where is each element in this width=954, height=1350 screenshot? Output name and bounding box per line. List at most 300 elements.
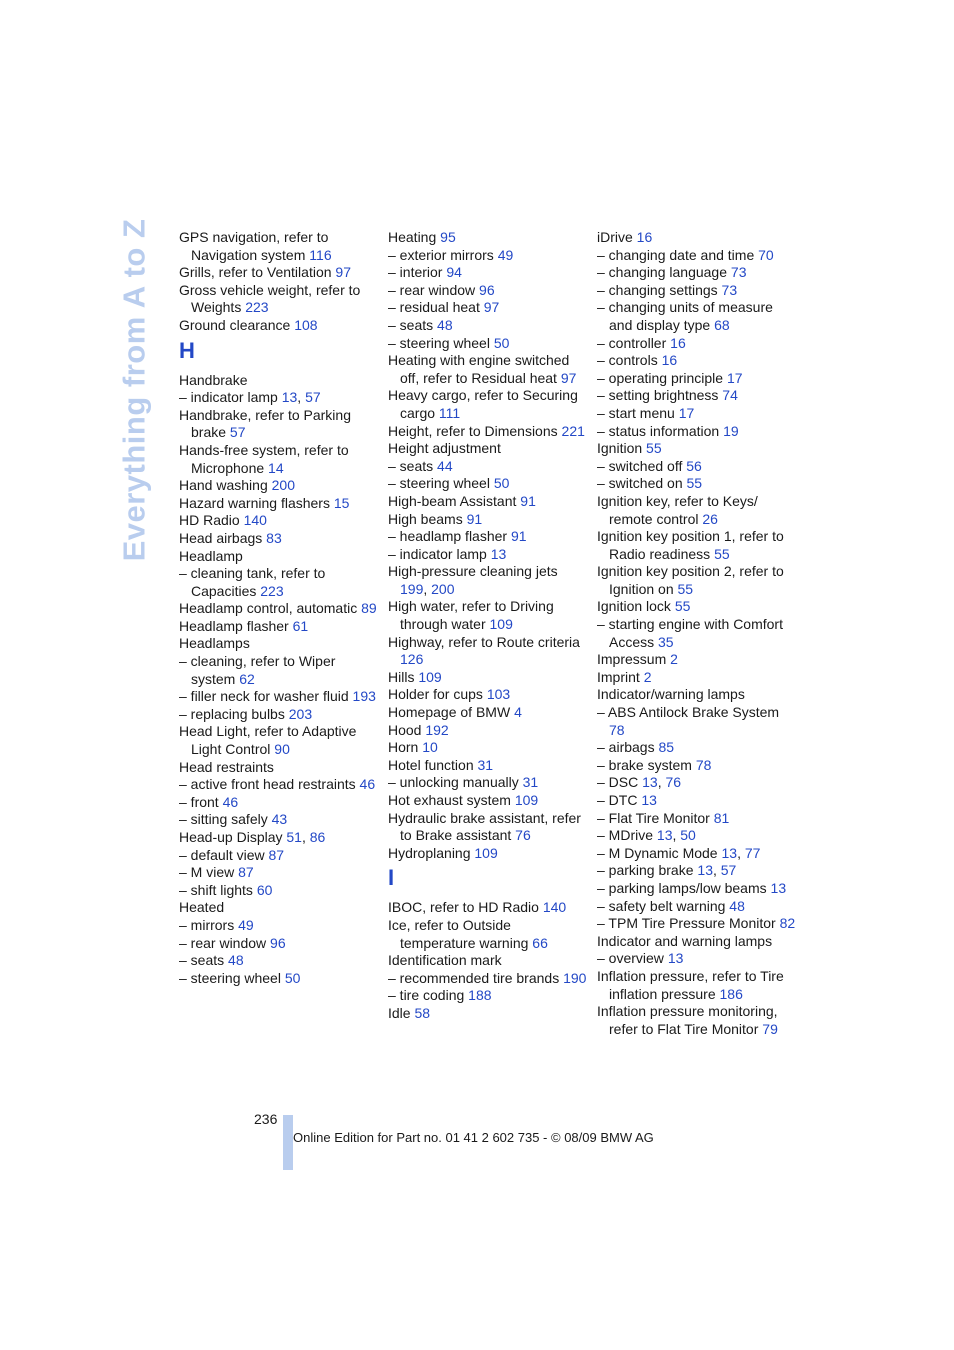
index-entry xyxy=(597,458,797,476)
index-term: – airbags xyxy=(597,739,655,756)
page-reference-link[interactable]: 60 xyxy=(256,881,273,898)
page-reference-link[interactable]: 55 xyxy=(674,598,691,615)
index-term: – changing units of measure and display type xyxy=(597,299,773,333)
index-entry xyxy=(597,739,797,757)
index-entry xyxy=(388,528,588,546)
index-entry xyxy=(179,282,379,317)
index-term: Ignition key position 2, refer to Ignition on xyxy=(597,563,784,597)
index-entry xyxy=(597,264,797,282)
index-term: Headlamp control, automatic xyxy=(179,600,358,617)
page-reference-link[interactable]: 43 xyxy=(271,811,288,828)
page-reference-link[interactable]: 86 xyxy=(309,829,326,845)
index-entry xyxy=(388,247,588,265)
index-term: Ice, refer to Outside temperature warning xyxy=(388,916,529,951)
side-title-text: Everything from A to Z xyxy=(116,218,152,562)
page-reference-link[interactable]: 16 xyxy=(670,334,686,351)
page-reference-link[interactable]: 50 xyxy=(284,969,301,986)
index-entry xyxy=(597,651,797,669)
index-term: Heated xyxy=(179,899,225,916)
index-term: – seats xyxy=(388,457,434,474)
page-reference-link[interactable]: 57 xyxy=(305,389,321,406)
page-reference-link[interactable]: 140 xyxy=(542,899,567,916)
page-reference-link[interactable]: 70 xyxy=(758,246,774,263)
page-reference-link[interactable]: 50 xyxy=(493,475,510,492)
index-term: Heating with engine switched off, refer to Residual heat xyxy=(388,352,570,386)
index-term: IBOC, refer to HD Radio xyxy=(388,899,539,916)
index-term: High-beam Assistant xyxy=(388,492,517,509)
index-term: Highway, refer to Route criteria xyxy=(388,633,580,650)
index-entry xyxy=(597,528,797,563)
index-term: Indicator/warning lamps xyxy=(597,686,745,703)
index-entry xyxy=(597,493,797,528)
index-entry xyxy=(179,688,379,706)
index-entry xyxy=(388,792,588,810)
page-reference-link[interactable]: 223 xyxy=(260,582,284,599)
page-reference-link[interactable]: 55 xyxy=(714,545,730,562)
index-entry xyxy=(179,706,379,724)
index-entry xyxy=(597,1003,797,1038)
index-letter-heading: I xyxy=(388,865,395,891)
index-entry xyxy=(179,600,379,618)
index-entry: – parking brake 13, 57 xyxy=(597,862,737,879)
index-entry xyxy=(597,440,797,458)
index-entry xyxy=(179,317,379,335)
index-term: Heating xyxy=(388,229,437,245)
footer-edition-text: Online Edition for Part no. 01 41 2 602 735 - © 08/09 BMW AG xyxy=(293,1130,654,1145)
index-entry xyxy=(597,299,797,334)
index-entry: High-pressure cleaning jets 199, 200 xyxy=(388,563,558,597)
index-term: Ignition key, refer to Keys/ remote control xyxy=(597,492,758,527)
index-entry xyxy=(597,405,797,423)
index-term: – brake system xyxy=(597,756,692,773)
index-entry xyxy=(597,475,797,493)
index-entry xyxy=(388,317,588,335)
page-reference-link[interactable]: 109 xyxy=(514,792,539,808)
index-entry xyxy=(179,952,379,970)
page-reference-link[interactable]: 76 xyxy=(665,774,682,791)
index-entry xyxy=(388,387,588,422)
page-reference-link[interactable]: 126 xyxy=(400,651,424,668)
index-entry xyxy=(388,458,588,476)
page-reference-link[interactable]: 57 xyxy=(229,424,246,441)
index-term: High beams xyxy=(388,510,463,527)
page-reference-link[interactable]: 90 xyxy=(274,741,290,758)
page-reference-link[interactable]: 89 xyxy=(361,600,377,617)
index-entry xyxy=(597,880,797,898)
index-term: High-pressure cleaning jets xyxy=(388,563,558,580)
page-reference-link[interactable]: 87 xyxy=(238,864,254,881)
page-reference-link[interactable]: 13 xyxy=(656,827,673,844)
page-reference-link[interactable]: 76 xyxy=(515,827,531,844)
index-term: Holder for cups xyxy=(388,686,483,703)
index-entry xyxy=(597,810,797,828)
index-entry xyxy=(597,898,797,916)
index-term: – filler neck for washer fluid xyxy=(179,688,349,705)
index-term: – indicator lamp xyxy=(388,545,487,562)
index-term: Hands-free system, refer to Microphone xyxy=(179,441,349,476)
page-reference-link[interactable]: 109 xyxy=(474,844,498,861)
page-reference-link[interactable]: 78 xyxy=(609,721,625,738)
index-term: – active front head restraints xyxy=(179,776,356,793)
page-reference-link[interactable]: 111 xyxy=(438,404,461,421)
index-entry xyxy=(597,950,797,968)
index-term: – indicator lamp xyxy=(179,389,278,406)
page-reference-link[interactable]: 66 xyxy=(532,934,548,951)
index-term: Head restraints xyxy=(179,758,274,775)
index-term: – sitting safely xyxy=(179,811,268,828)
index-entry: – indicator lamp 13, 57 xyxy=(179,389,321,406)
page-reference-link[interactable]: 2 xyxy=(670,651,678,668)
page-reference-link[interactable]: 203 xyxy=(288,705,313,722)
index-term: – rear window xyxy=(179,934,267,951)
index-term: – DSC xyxy=(597,774,639,791)
index-entry xyxy=(597,335,797,353)
page-reference-link[interactable]: 15 xyxy=(333,494,350,511)
page-reference-link[interactable]: 97 xyxy=(560,369,577,386)
index-entry xyxy=(179,495,379,513)
index-column-3 xyxy=(597,229,797,1038)
page-reference-link[interactable]: 190 xyxy=(563,969,587,986)
page-reference-link[interactable]: 199 xyxy=(400,580,424,597)
page-reference-link[interactable]: 17 xyxy=(726,369,743,386)
index-term: – tire coding xyxy=(388,987,465,1004)
page-reference-link[interactable]: 48 xyxy=(437,316,453,333)
page-reference-link[interactable]: 73 xyxy=(721,281,738,298)
page-reference-link[interactable]: 58 xyxy=(414,1004,431,1021)
index-entry xyxy=(597,229,797,247)
page-reference-link[interactable]: 62 xyxy=(239,670,255,687)
index-term: Ignition xyxy=(597,440,643,457)
page-reference-link[interactable]: 200 xyxy=(431,580,455,597)
page-reference-link[interactable]: 4 xyxy=(514,704,522,721)
page-reference-link[interactable]: 79 xyxy=(762,1020,778,1037)
index-term: GPS navigation, refer to Navigation system xyxy=(179,229,329,263)
index-term: – unlocking manually xyxy=(388,774,519,791)
page-reference-link[interactable]: 13 xyxy=(721,844,738,861)
index-entry xyxy=(179,759,379,777)
index-term: – exterior mirrors xyxy=(388,246,494,263)
index-term: HD Radio xyxy=(179,512,240,529)
index-term: Homepage of BMW xyxy=(388,704,511,721)
page-reference-link[interactable]: 55 xyxy=(686,475,703,492)
page-reference-link[interactable]: 13 xyxy=(667,950,684,967)
index-term: – recommended tire brands xyxy=(388,969,560,986)
index-entry xyxy=(179,794,379,812)
page-reference-link[interactable]: 82 xyxy=(779,915,796,932)
index-entry xyxy=(388,299,588,317)
index-entry xyxy=(388,952,588,970)
page-reference-link[interactable]: 51 xyxy=(286,829,302,845)
index-entry xyxy=(597,370,797,388)
page-reference-link[interactable]: 31 xyxy=(477,756,494,773)
index-term: Horn xyxy=(388,739,419,756)
index-column-1 xyxy=(179,229,379,987)
page-reference-link[interactable]: 192 xyxy=(425,721,449,738)
index-term: – changing date and time xyxy=(597,246,755,263)
page-reference-link[interactable]: 94 xyxy=(446,264,462,281)
index-entry xyxy=(597,387,797,405)
index-entry xyxy=(388,511,588,529)
index-entry xyxy=(597,757,797,775)
index-entry xyxy=(179,565,379,600)
index-term: – steering wheel xyxy=(179,969,281,986)
page-reference-link[interactable]: 10 xyxy=(422,739,438,756)
index-entry xyxy=(179,917,379,935)
index-term: Handbrake xyxy=(179,371,248,388)
index-entry xyxy=(179,442,379,477)
index-term: – controller xyxy=(597,334,667,351)
page-reference-link[interactable]: 193 xyxy=(352,688,376,705)
page-reference-link[interactable]: 48 xyxy=(228,952,244,969)
index-entry xyxy=(388,970,588,988)
index-term: Hazard warning flashers xyxy=(179,494,330,511)
index-term: – seats xyxy=(179,952,225,969)
index-term: – status information xyxy=(597,422,720,439)
page-reference-link[interactable]: 97 xyxy=(335,264,351,281)
index-term: – rear window xyxy=(388,281,476,298)
page-reference-link[interactable]: 108 xyxy=(294,316,318,333)
index-entry xyxy=(388,475,588,493)
page-reference-link[interactable]: 85 xyxy=(658,739,675,756)
page-reference-link[interactable]: 140 xyxy=(243,512,267,529)
page-reference-link[interactable]: 103 xyxy=(486,686,511,703)
index-term: Indicator and warning lamps xyxy=(597,932,773,949)
page-reference-link[interactable]: 91 xyxy=(466,510,483,527)
page-reference-link[interactable]: 56 xyxy=(686,457,702,474)
page-reference-link[interactable]: 50 xyxy=(493,334,510,351)
index-entry xyxy=(388,423,588,441)
index-entry: – M Dynamic Mode 13, 77 xyxy=(597,844,761,861)
index-term: iDrive xyxy=(597,229,633,245)
index-entry xyxy=(179,635,379,653)
index-entry xyxy=(179,899,379,917)
index-term: – switched off xyxy=(597,457,683,474)
index-term: Inflation pressure monitoring, refer to Flat Tire Monitor xyxy=(597,1003,778,1037)
page-reference-link[interactable]: 13 xyxy=(641,792,657,808)
page-reference-link[interactable]: 109 xyxy=(418,668,442,685)
page-reference-link[interactable]: 77 xyxy=(744,844,761,861)
index-term: – steering wheel xyxy=(388,475,490,492)
page-reference-link[interactable]: 74 xyxy=(722,387,738,404)
index-term: Head airbags xyxy=(179,529,263,546)
page-reference-link[interactable]: 44 xyxy=(437,457,453,474)
page-reference-link[interactable]: 221 xyxy=(561,422,585,439)
index-entry xyxy=(388,810,588,845)
index-entry xyxy=(388,282,588,300)
index-entry xyxy=(388,774,588,792)
page-reference-link[interactable]: 2 xyxy=(643,668,652,685)
index-term: – shift lights xyxy=(179,881,253,898)
index-entry xyxy=(597,686,797,704)
page-reference-link[interactable]: 49 xyxy=(238,916,254,933)
index-term: Head-up Display xyxy=(179,829,283,845)
page-reference-link[interactable]: 91 xyxy=(510,528,527,545)
page-reference-link[interactable]: 73 xyxy=(730,264,747,281)
index-entry xyxy=(597,423,797,441)
page-reference-link[interactable]: 13 xyxy=(697,862,713,879)
index-term: Heavy cargo, refer to Securing cargo xyxy=(388,387,578,421)
index-entry xyxy=(597,915,797,933)
page-reference-link[interactable]: 186 xyxy=(719,985,743,1002)
index-term: – M view xyxy=(179,864,235,881)
index-entry xyxy=(388,493,588,511)
index-term: Hotel function xyxy=(388,756,474,773)
index-term: Headlamp flasher xyxy=(179,617,289,634)
page-reference-link[interactable]: 16 xyxy=(636,229,653,245)
index-term: Impressum xyxy=(597,651,667,668)
page-reference-link[interactable]: 13 xyxy=(490,545,507,562)
index-entry xyxy=(597,563,797,598)
index-term: – parking lamps/low beams xyxy=(597,879,767,896)
page-reference-link[interactable]: 188 xyxy=(468,987,492,1004)
index-entry xyxy=(597,598,797,616)
page-reference-link[interactable]: 13 xyxy=(281,389,298,406)
index-term: – Flat Tire Monitor xyxy=(597,809,710,826)
index-entry xyxy=(179,512,379,530)
index-entry xyxy=(388,899,588,917)
index-entry: Head-up Display 51, 86 xyxy=(179,829,326,845)
index-entry xyxy=(388,739,588,757)
index-entry xyxy=(179,264,379,282)
index-entry: – MDrive 13, 50 xyxy=(597,827,696,844)
index-term: Handbrake, refer to Parking brake xyxy=(179,406,351,441)
index-entry xyxy=(179,811,379,829)
index-term: – front xyxy=(179,793,219,810)
index-entry xyxy=(388,757,588,775)
index-term: Hills xyxy=(388,668,415,685)
index-entry xyxy=(179,372,379,390)
page-reference-link[interactable]: 16 xyxy=(661,352,678,369)
index-entry xyxy=(388,264,588,282)
index-term: Height, refer to Dimensions xyxy=(388,422,558,439)
index-entry xyxy=(388,335,588,353)
page-reference-link[interactable]: 46 xyxy=(359,776,376,793)
page-reference-link[interactable]: 200 xyxy=(271,477,295,494)
index-entry xyxy=(179,864,379,882)
index-entry xyxy=(179,477,379,495)
index-term: – cleaning tank, refer to Capacities xyxy=(179,565,326,599)
index-term: – M Dynamic Mode xyxy=(597,844,718,861)
page-reference-link[interactable]: 68 xyxy=(714,316,730,333)
index-term: – headlamp flasher xyxy=(388,528,508,545)
page-reference-link[interactable]: 31 xyxy=(522,774,539,791)
index-entry xyxy=(179,847,379,865)
index-term: – default view xyxy=(179,846,265,863)
index-entry xyxy=(179,530,379,548)
page-reference-link[interactable]: 57 xyxy=(720,862,737,879)
index-term: – start menu xyxy=(597,404,675,421)
page-reference-link[interactable]: 55 xyxy=(646,440,662,457)
index-term: Identification mark xyxy=(388,952,502,969)
index-term: – cleaning, refer to Wiper system xyxy=(179,653,336,687)
page-reference-link[interactable]: 48 xyxy=(729,897,745,914)
page-reference-link[interactable]: 13 xyxy=(770,879,787,896)
index-column-2 xyxy=(388,229,588,1023)
index-term: – starting engine with Comfort Access xyxy=(597,616,783,650)
index-term: – seats xyxy=(388,316,434,333)
index-term: Imprint xyxy=(597,668,640,685)
page-reference-link[interactable]: 91 xyxy=(520,492,536,509)
page-reference-link[interactable]: 116 xyxy=(309,246,332,263)
page-reference-link[interactable]: 87 xyxy=(268,846,285,863)
index-entry xyxy=(388,546,588,564)
index-entry xyxy=(597,282,797,300)
index-term: Inflation pressure, refer to Tire inflation pressure xyxy=(597,967,784,1002)
index-entry xyxy=(597,968,797,1003)
index-entry xyxy=(597,352,797,370)
page-reference-link[interactable]: 81 xyxy=(713,809,730,826)
index-term: – operating principle xyxy=(597,369,724,386)
index-term: – TPM Tire Pressure Monitor xyxy=(597,915,776,932)
page-reference-link[interactable]: 14 xyxy=(268,459,284,476)
index-term: Grills, refer to Ventilation xyxy=(179,264,332,281)
index-entry xyxy=(388,634,588,669)
index-term: – DTC xyxy=(597,792,638,808)
index-term: – changing language xyxy=(597,264,728,281)
page-reference-link[interactable]: 95 xyxy=(440,229,456,245)
index-entry xyxy=(179,970,379,988)
page-reference-link[interactable]: 61 xyxy=(292,617,309,634)
index-entry xyxy=(388,1005,588,1023)
page-reference-link[interactable]: 17 xyxy=(678,404,695,421)
index-term: Headlamps xyxy=(179,635,250,652)
index-entry xyxy=(388,229,588,247)
page-reference-link[interactable]: 83 xyxy=(266,529,282,546)
page-reference-link[interactable]: 109 xyxy=(489,616,513,633)
index-term: Head Light, refer to Adaptive Light Control xyxy=(179,723,357,758)
page-reference-link[interactable]: 78 xyxy=(695,756,712,773)
index-term: Gross vehicle weight, refer to Weights xyxy=(179,281,361,316)
index-entry xyxy=(597,616,797,651)
page-reference-link[interactable]: 50 xyxy=(680,827,696,844)
index-term: – MDrive xyxy=(597,827,654,844)
page-reference-link[interactable]: 223 xyxy=(245,299,269,316)
index-term: – controls xyxy=(597,352,658,369)
index-entry xyxy=(597,669,797,687)
index-entry xyxy=(388,440,588,458)
index-entry xyxy=(388,686,588,704)
index-entry xyxy=(179,653,379,688)
index-entry xyxy=(388,917,588,952)
page-reference-link[interactable]: 96 xyxy=(270,934,286,951)
index-term: Ground clearance xyxy=(179,316,291,333)
index-entry xyxy=(597,247,797,265)
page-reference-link[interactable]: 13 xyxy=(642,774,658,791)
index-entry xyxy=(388,987,588,1005)
page-reference-link[interactable]: 19 xyxy=(723,422,739,439)
index-term: High water, refer to Driving through water xyxy=(388,598,554,633)
page-reference-link[interactable]: 96 xyxy=(479,281,495,298)
page-reference-link[interactable]: 35 xyxy=(658,633,674,650)
index-term: Hydraulic brake assistant, refer to Brake assistant xyxy=(388,809,581,844)
index-entry xyxy=(388,845,588,863)
page-reference-link[interactable]: 26 xyxy=(702,510,718,527)
index-term: Hydroplaning xyxy=(388,844,471,861)
index-entry xyxy=(179,882,379,900)
page-reference-link[interactable]: 46 xyxy=(222,793,239,810)
index-entry xyxy=(388,669,588,687)
index-term: Hot exhaust system xyxy=(388,792,511,808)
page-reference-link[interactable]: 55 xyxy=(677,580,694,597)
index-entry xyxy=(179,723,379,758)
index-entry xyxy=(179,407,379,442)
index-letter-heading: H xyxy=(179,337,195,363)
index-entry xyxy=(179,935,379,953)
page-reference-link[interactable]: 97 xyxy=(483,299,500,316)
index-term: – mirrors xyxy=(179,916,235,933)
index-entry xyxy=(388,704,588,722)
page-reference-link[interactable]: 49 xyxy=(497,246,514,263)
